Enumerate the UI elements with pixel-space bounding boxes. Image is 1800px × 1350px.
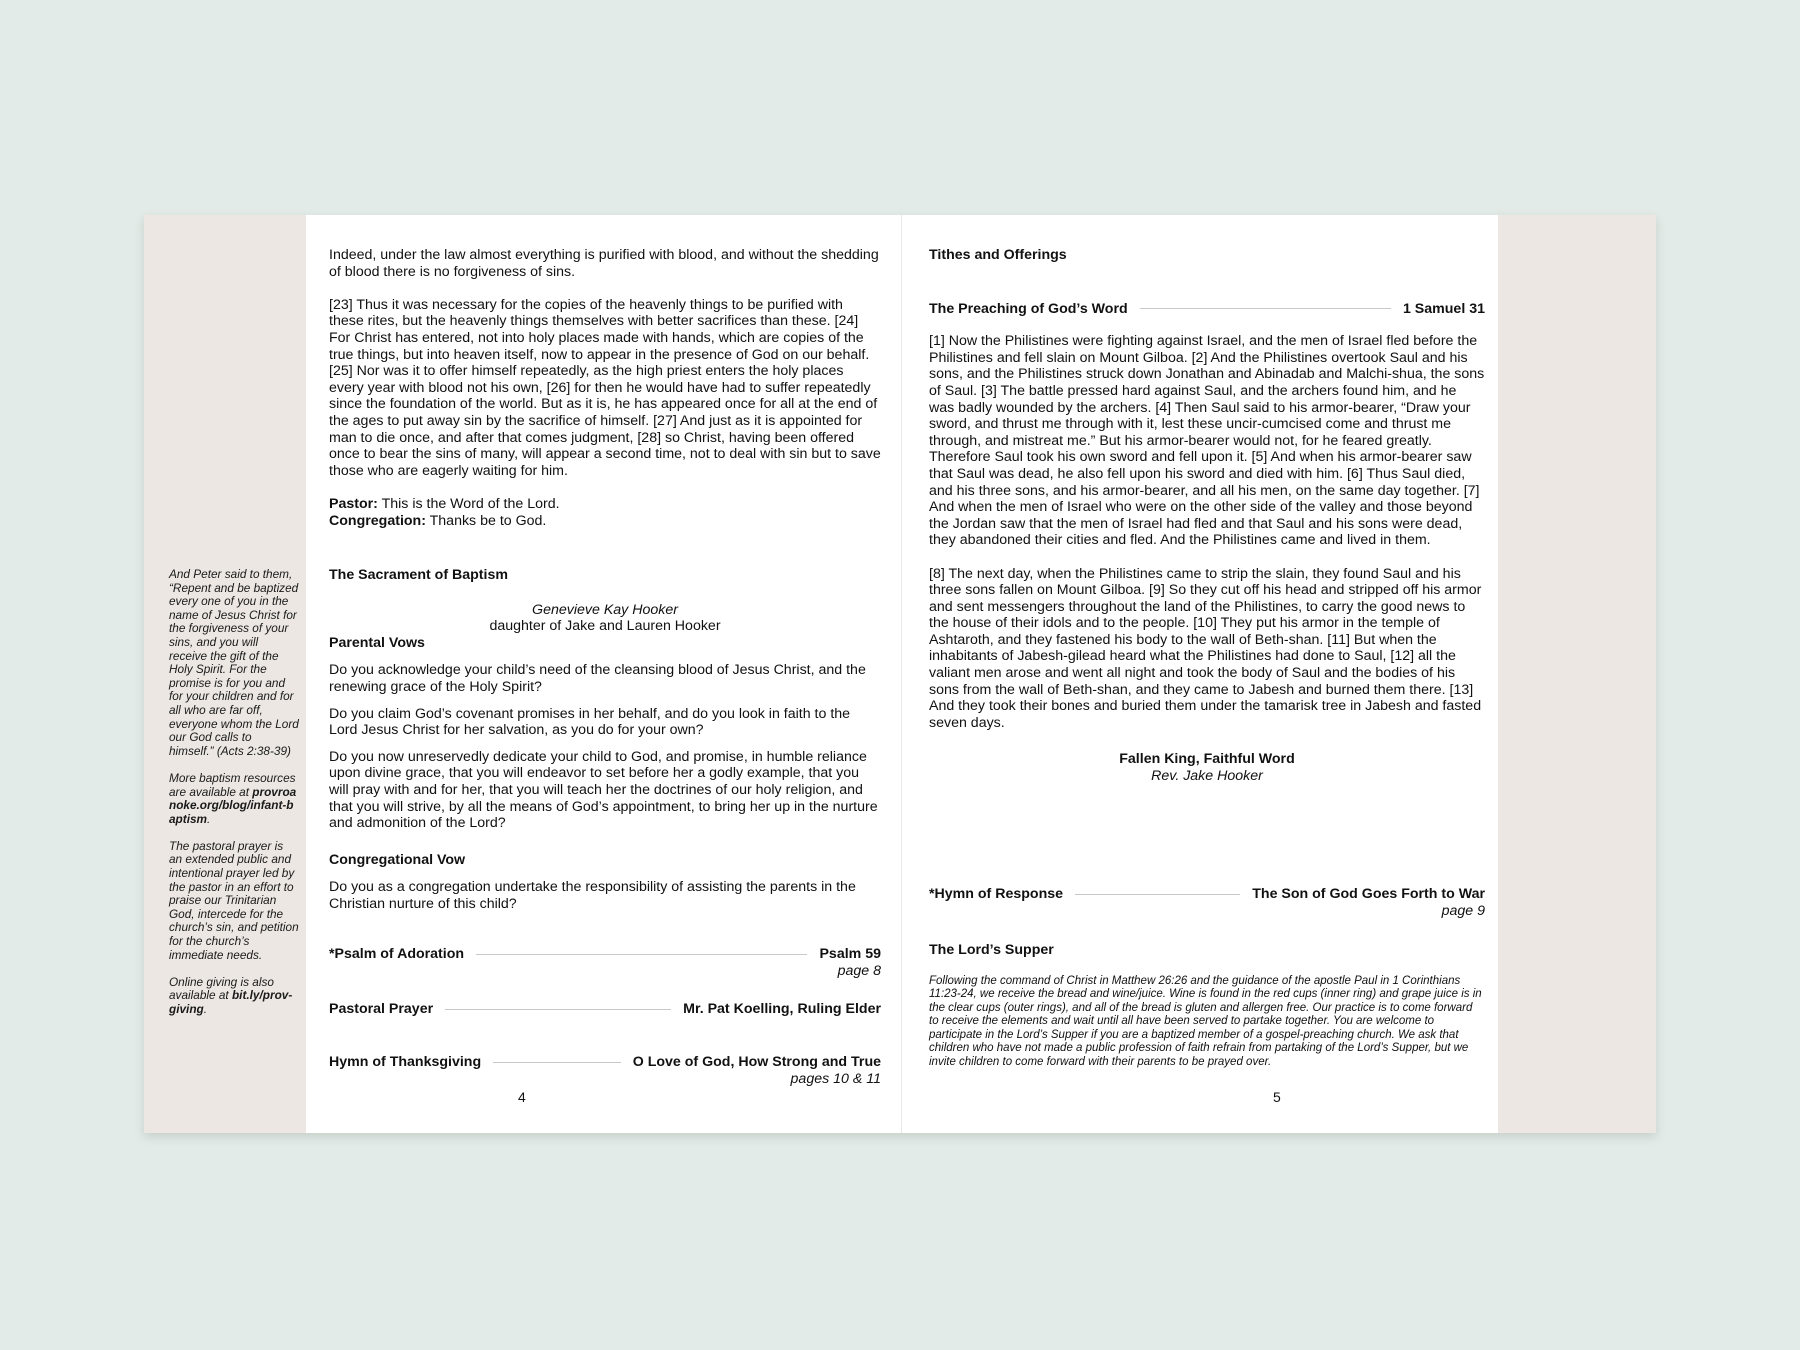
scripture-para-1: Indeed, under the law almost everything is purified with blood, and without the shedding of blood there is no forgiveness of sins.	[329, 247, 879, 280]
psalm-label: *Psalm of Adoration	[329, 946, 465, 962]
congregational-vow: Do you as a congregation undertake the responsibility of assisting the parents in the Christian nurture of this child?	[329, 879, 856, 912]
sidebar-prayer-note: The pastoral prayer is an extended public and intentional prayer led by the pastor in an effort to praise our Trinitarian God, intercede for the church’s sin, and petition for the church’s immediate needs.	[169, 838, 299, 962]
pastor-label: Pastor:	[329, 495, 378, 512]
hymn-thanksgiving-value: O Love of God, How Strong and True	[632, 1054, 881, 1070]
bulletin-spread	[144, 215, 1656, 1133]
congregation-label: Congregation:	[329, 512, 426, 529]
scripture-1-samuel-a: [1] Now the Philistines were fighting against Israel, and the men of Israel fled before the Philistines and fell slain on Mount Gilboa. [2] And the Philistines overtook Saul and his sons, and the Philistines struck down Jonathan and Abinadab and Malchi-shua, the sons of Saul. [3] The battle pressed hard against Saul, and the archers found him, and he was badly wounded by the archers. [4] Then Saul said to his armor-bearer, “Draw your sword, and thrust me through with it, lest these uncir-cumcised come and thrust me through, and mistreat me.” But his armor-bearer would not, for he feared greatly. Therefore Saul took his own sword and fell upon it. [5] And when his armor-bearer saw that Saul was dead, he also fell upon his sword and died with him. [6] Thus Saul died, and his three sons, and his armor-bearer, and all his men, on the same day together. [7] And when the men of Israel who were on the other side of the valley and those beyond the Jordan saw that the men of Israel had fled and that Saul and his sons were dead, they abandoned their cities and fled. And the Philistines came and lived in them.	[929, 333, 1485, 549]
sidebar-resources-text: More baptism resources are available at	[169, 770, 296, 799]
preaching-row	[929, 301, 1485, 318]
parental-vows-heading: Parental Vows	[329, 634, 425, 651]
page-5	[901, 215, 1498, 1133]
congregation-line: Thanks be to God.	[429, 512, 547, 529]
sermon-title: Fallen King, Faithful Word	[1119, 751, 1295, 768]
baptism-section	[329, 567, 881, 913]
sidebar-giving: Online giving is also available at bit.ly/prov-giving.	[169, 974, 293, 1016]
congregational-vow-heading: Congregational Vow	[329, 851, 466, 868]
hymn-thanksgiving-item	[329, 1054, 881, 1087]
lords-supper-section	[929, 942, 1485, 1069]
page-4	[306, 215, 901, 1133]
sidebar-quote: And Peter said to them, “Repent and be baptized every one of you in the name of Jesus Christ for the forgiveness of your sins, and you will receive the gift of the Holy Spirit. For the promise is for you and for your children and for all who are far off, everyone whom the Lord our God calls to himself.” (Acts 2:38-39)	[169, 567, 299, 758]
pastor-response	[329, 496, 881, 513]
prayer-value: Mr. Pat Koelling, Ruling Elder	[683, 1001, 881, 1017]
vow-2: Do you claim God’s covenant promises in her behalf, and do you look in faith to the Lord Jesus Christ for her salvation, as you do for your own?	[329, 705, 851, 739]
lords-supper-heading: The Lord’s Supper	[929, 942, 1054, 958]
hymn-response-page: page 9	[1441, 902, 1485, 919]
scripture-para-2: [23] Thus it was necessary for the copies of the heavenly things to be purified with these rites, but the heavenly things themselves with better sacrifices than these. [24] For Christ has entered, not into holy places made with hands, which are copies of the true things, but into heaven itself, now to appear in the presence of God on our behalf. [25] Nor was it to offer himself repeatedly, as the high priest enters the holy places every year with blood not his own, [26] for then he would have had to suffer repeatedly since the foundation of the world. But as it is, he has appeared once for all at the end of the ages to put away sin by the sacrifice of himself. [27] And just as it is appointed for man to die once, and after that comes judgment, [28] so Christ, having been offered once to bear the sins of many, will appear a second time, not to deal with sin but to save those who are eagerly waiting for him.	[329, 296, 881, 479]
sidebar-notes	[169, 568, 299, 1030]
child-name: Genevieve Kay Hooker	[532, 601, 678, 618]
prayer-item	[329, 1001, 881, 1018]
scripture-1-samuel-b: [8] The next day, when the Philistines came to strip the slain, they found Saul and his three sons fallen on Mount Gilboa. [9] So they cut off his head and stripped off his armor and sent messengers throughout the land of the Philistines, to carry the good news to the house of their idols and to the people. [10] They put his armor in the temple of Ashtaroth, and they fastened his body to the wall of Beth-shan. [11] But when the inhabitants of Jabesh-gilead heard what the Philistines had done to Saul, [12] all the valiant men arose and went all night and took the body of Saul and the bodies of his sons from the wall of Beth-shan, and they came to Jabesh and burned them there. [13] And they took their bones and buried them under the tamarisk tree in Jabesh and fasted seven days.	[929, 565, 1482, 731]
page-number-4: 4	[518, 1089, 526, 1105]
left-scripture	[329, 247, 881, 529]
sidebar-giving-text: Online giving is also available at	[169, 974, 274, 1003]
child-parents: daughter of Jake and Lauren Hooker	[489, 618, 721, 635]
psalm-value: Psalm 59	[819, 946, 881, 962]
psalm-item	[329, 946, 881, 979]
vow-1: Do you acknowledge your child’s need of the cleansing blood of Jesus Christ, and the renewing grace of the Holy Spirit?	[329, 662, 866, 695]
pastor-line: This is the Word of the Lord.	[381, 495, 560, 512]
sidebar-resources-link[interactable]: provroanoke.org/blog/infant-baptism	[169, 784, 297, 826]
preaching-label: The Preaching of God’s Word	[929, 300, 1128, 317]
tithes-heading: Tithes and Offerings	[929, 247, 1067, 263]
sidebar-giving-link[interactable]: bit.ly/prov-giving	[169, 988, 293, 1016]
lords-supper-text: Following the command of Christ in Matthew 26:26 and the guidance of the apostle Paul in 1 Corinthians 11:23-24, we receive the bread and wine/juice. Wine is found in the red cups (inner ring) and grape juice is in the clear cups (outer rings), and all of the bread is gluten and allergen free. Our practice is to come forward to receive the elements and wait until all have been served to partake together. You are welcome to participate in the Lord’s Supper if you are a baptized member of a gospel-preaching church. We ask that children who have not made a public profession of faith refrain from partaking of the Lord’s Supper, but we invite children to come forward with their parents to be prayed over.	[929, 974, 1482, 1068]
hymn-response-label: *Hymn of Response	[929, 886, 1064, 902]
right-upper	[929, 247, 1485, 785]
congregation-response	[329, 513, 881, 530]
hymn-thanksgiving-label: Hymn of Thanksgiving	[329, 1054, 482, 1070]
sidebar-resources: More baptism resources are available at provroanoke.org/blog/infant-baptism.	[169, 770, 297, 826]
sermon-preacher: Rev. Jake Hooker	[1151, 768, 1263, 785]
preaching-value: 1 Samuel 31	[1402, 300, 1485, 317]
vow-3: Do you now unreservedly dedicate your child to God, and promise, in humble reliance upon divine grace, that you will endeavor to set before her a godly example, that you will pray with and for her, that you will teach her the doctrines of our holy religion, and that you will strive, by all the means of God’s appointment, to bring her up in the nurture and admonition of the Lord?	[329, 748, 878, 832]
hymn-response-value: The Son of God Goes Forth to War	[1252, 886, 1485, 902]
baptism-heading: The Sacrament of Baptism	[329, 567, 508, 583]
hymn-thanksgiving-page: pages 10 & 11	[790, 1070, 881, 1087]
psalm-page: page 8	[837, 962, 881, 979]
prayer-label: Pastoral Prayer	[329, 1001, 434, 1017]
page-number-5: 5	[1273, 1089, 1281, 1105]
hymn-response-item	[929, 886, 1485, 919]
